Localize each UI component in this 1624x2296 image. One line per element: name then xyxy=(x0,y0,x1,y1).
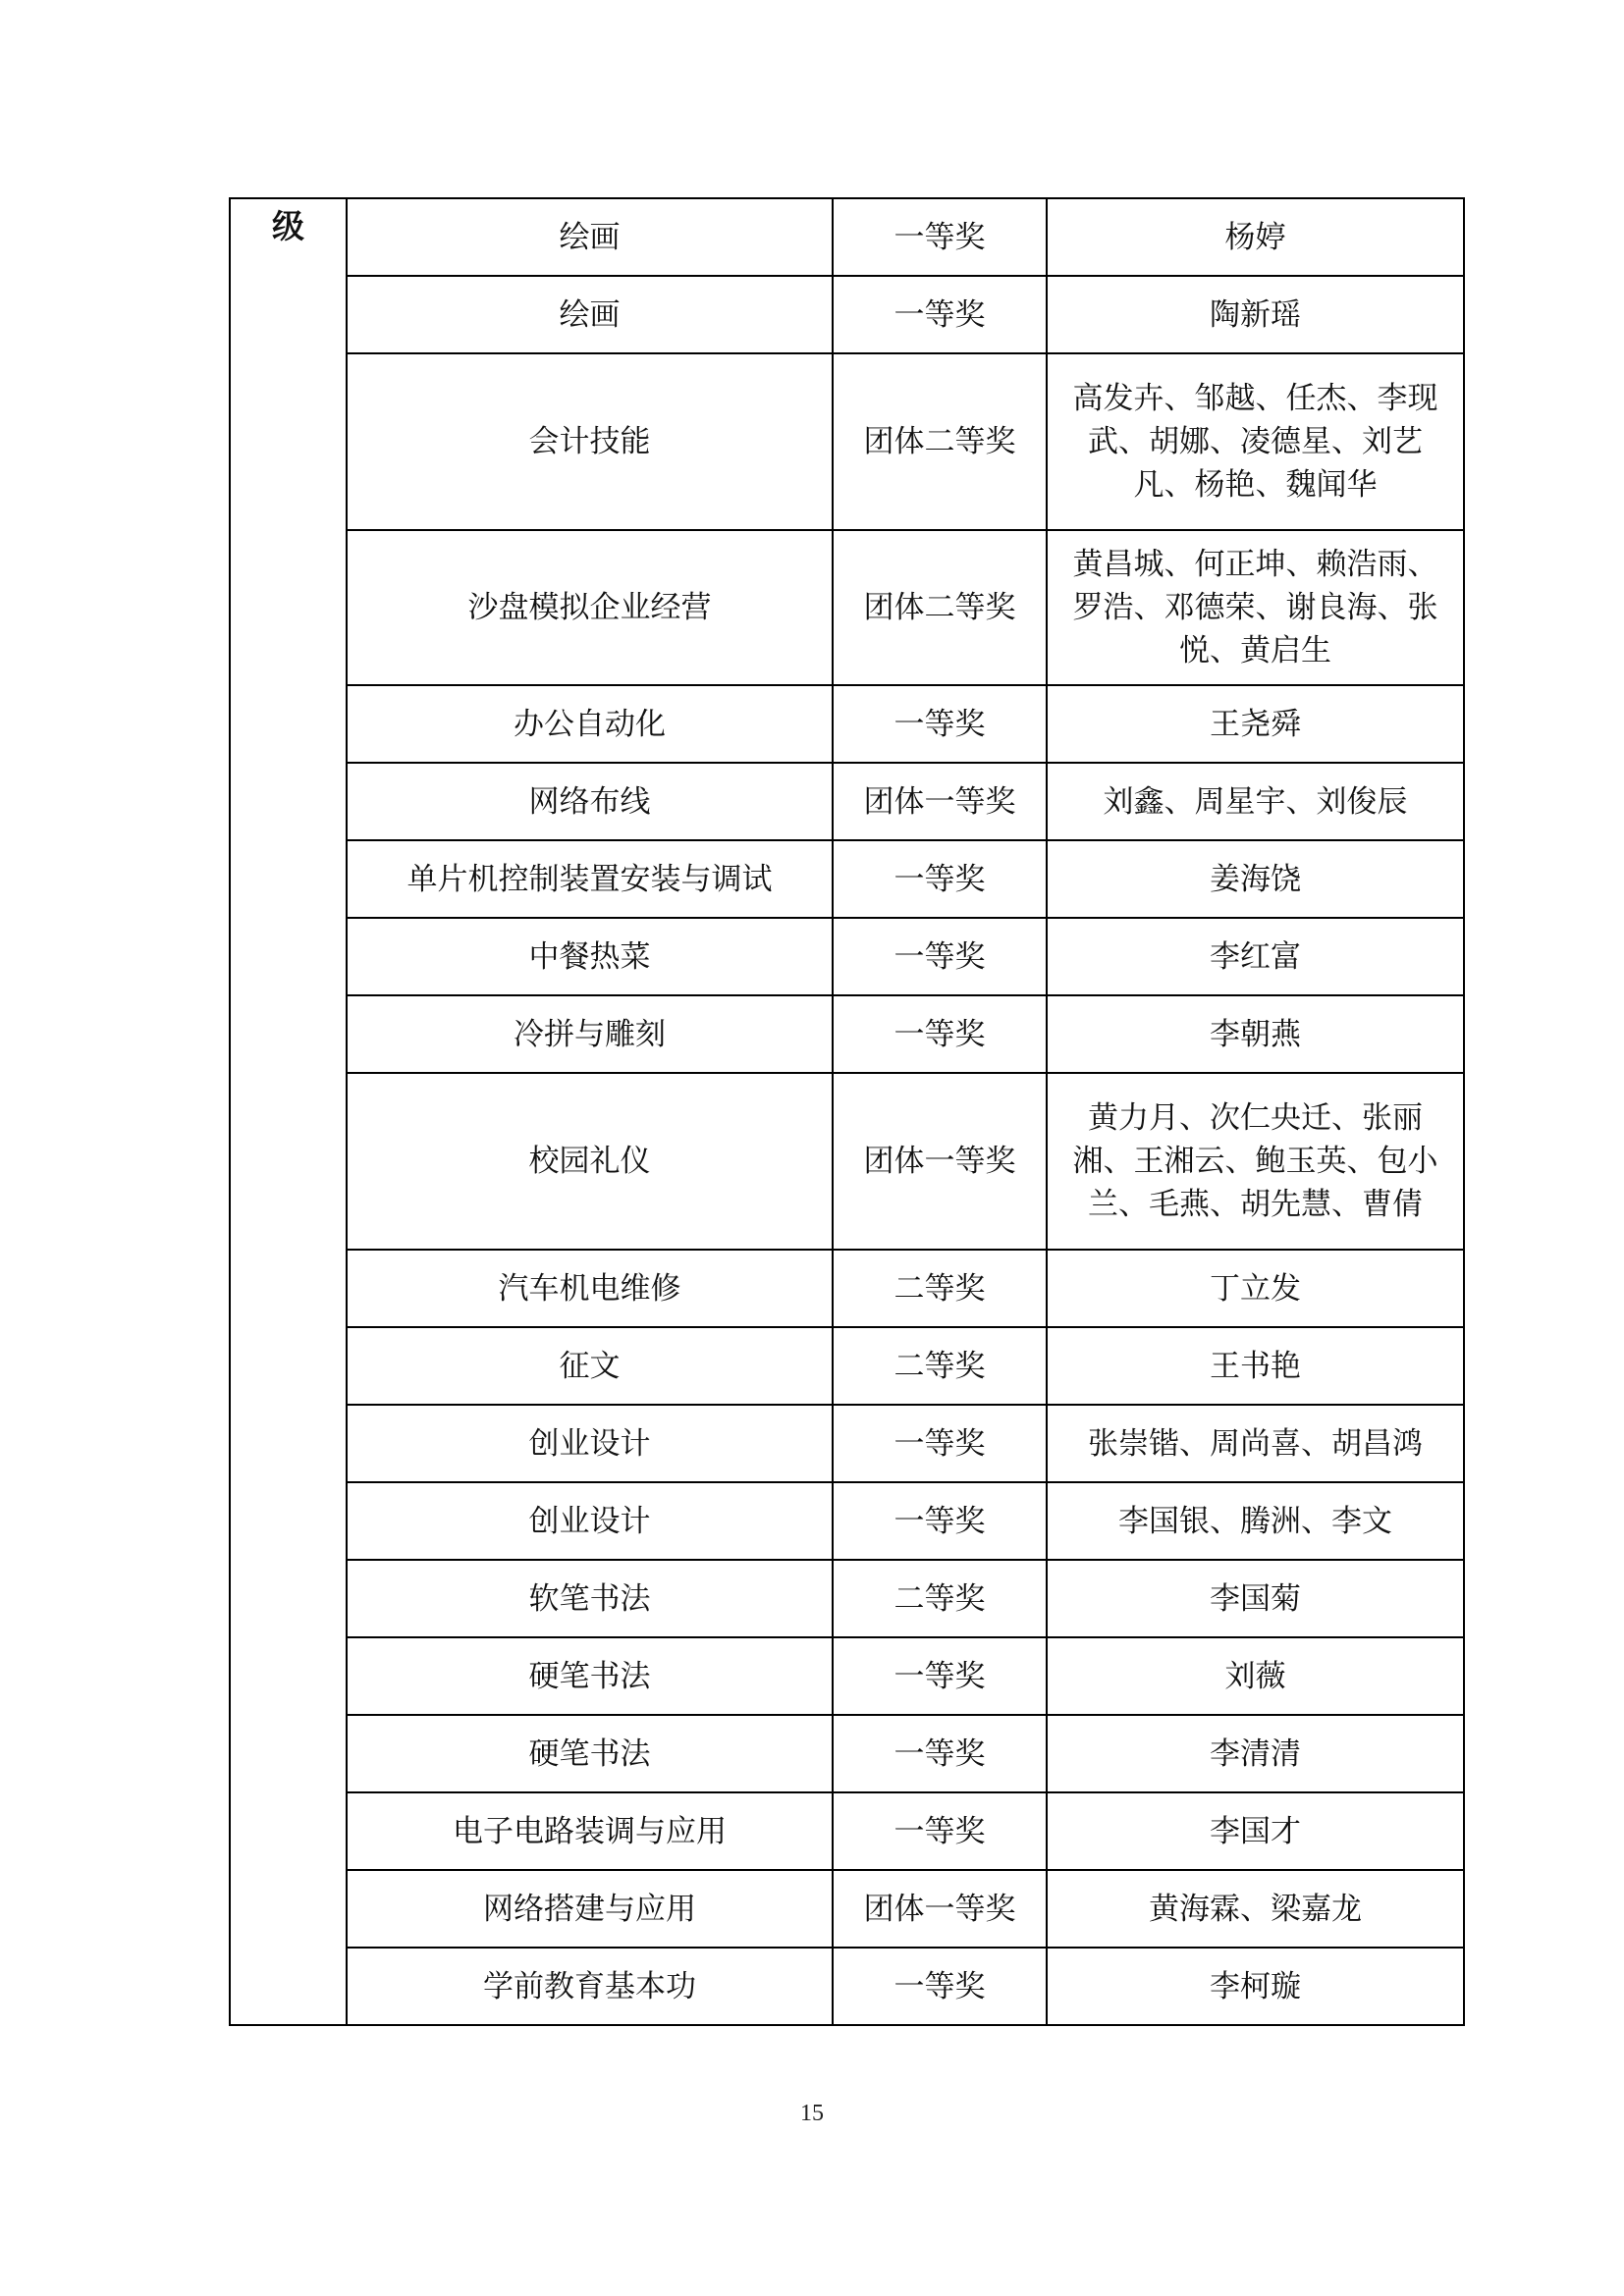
winners-cell: 刘鑫、周星宇、刘俊辰 xyxy=(1047,763,1464,840)
event-cell: 会计技能 xyxy=(347,353,833,530)
winners-cell: 黄昌城、何正坤、赖浩雨、罗浩、邓德荣、谢良海、张悦、黄启生 xyxy=(1047,530,1464,685)
table-row xyxy=(230,1560,1464,1637)
table-row xyxy=(230,1870,1464,1948)
award-cell: 二等奖 xyxy=(833,1250,1047,1327)
event-cell: 汽车机电维修 xyxy=(347,1250,833,1327)
table-row xyxy=(230,1715,1464,1792)
event-cell: 冷拼与雕刻 xyxy=(347,995,833,1073)
award-cell: 一等奖 xyxy=(833,1482,1047,1560)
award-cell: 团体二等奖 xyxy=(833,353,1047,530)
winners-cell: 张崇锴、周尚喜、胡昌鸿 xyxy=(1047,1405,1464,1482)
award-cell: 一等奖 xyxy=(833,918,1047,995)
award-cell: 一等奖 xyxy=(833,1405,1047,1482)
event-cell: 征文 xyxy=(347,1327,833,1405)
table-row xyxy=(230,1405,1464,1482)
table-row xyxy=(230,763,1464,840)
table-row xyxy=(230,840,1464,918)
event-cell: 创业设计 xyxy=(347,1482,833,1560)
table-row xyxy=(230,353,1464,530)
table-row xyxy=(230,1482,1464,1560)
event-cell: 电子电路装调与应用 xyxy=(347,1792,833,1870)
award-cell: 团体一等奖 xyxy=(833,1870,1047,1948)
event-cell: 硬笔书法 xyxy=(347,1715,833,1792)
winners-cell: 王书艳 xyxy=(1047,1327,1464,1405)
winners-cell: 黄力月、次仁央迁、张丽湘、王湘云、鲍玉英、包小兰、毛燕、胡先慧、曹倩 xyxy=(1047,1073,1464,1250)
award-cell: 一等奖 xyxy=(833,1637,1047,1715)
award-cell: 一等奖 xyxy=(833,1715,1047,1792)
event-cell: 绘画 xyxy=(347,276,833,353)
winners-cell: 李国才 xyxy=(1047,1792,1464,1870)
winners-cell: 高发卉、邹越、任杰、李现武、胡娜、凌德星、刘艺凡、杨艳、魏闻华 xyxy=(1047,353,1464,530)
award-cell: 团体二等奖 xyxy=(833,530,1047,685)
table-row xyxy=(230,1637,1464,1715)
award-cell: 二等奖 xyxy=(833,1560,1047,1637)
table-row xyxy=(230,530,1464,685)
winners-cell: 刘薇 xyxy=(1047,1637,1464,1715)
winners-cell: 杨婷 xyxy=(1047,198,1464,276)
award-cell: 一等奖 xyxy=(833,995,1047,1073)
winners-cell: 陶新瑶 xyxy=(1047,276,1464,353)
award-cell: 一等奖 xyxy=(833,685,1047,763)
event-cell: 中餐热菜 xyxy=(347,918,833,995)
table-row xyxy=(230,1327,1464,1405)
award-cell: 一等奖 xyxy=(833,198,1047,276)
event-cell: 创业设计 xyxy=(347,1405,833,1482)
award-cell: 一等奖 xyxy=(833,1792,1047,1870)
winners-cell: 丁立发 xyxy=(1047,1250,1464,1327)
award-table xyxy=(229,197,1465,2026)
event-cell: 沙盘模拟企业经营 xyxy=(347,530,833,685)
event-cell: 绘画 xyxy=(347,198,833,276)
table-row xyxy=(230,995,1464,1073)
winners-cell: 李柯璇 xyxy=(1047,1948,1464,2025)
event-cell: 网络搭建与应用 xyxy=(347,1870,833,1948)
award-cell: 二等奖 xyxy=(833,1327,1047,1405)
winners-cell: 黄海霖、梁嘉龙 xyxy=(1047,1870,1464,1948)
award-cell: 团体一等奖 xyxy=(833,763,1047,840)
winners-cell: 李朝燕 xyxy=(1047,995,1464,1073)
award-cell: 一等奖 xyxy=(833,276,1047,353)
award-cell: 一等奖 xyxy=(833,1948,1047,2025)
winners-cell: 李国银、腾洲、李文 xyxy=(1047,1482,1464,1560)
table-row xyxy=(230,276,1464,353)
event-cell: 网络布线 xyxy=(347,763,833,840)
event-cell: 校园礼仪 xyxy=(347,1073,833,1250)
winners-cell: 李红富 xyxy=(1047,918,1464,995)
winners-cell: 李清清 xyxy=(1047,1715,1464,1792)
table-row xyxy=(230,1792,1464,1870)
event-cell: 学前教育基本功 xyxy=(347,1948,833,2025)
event-cell: 硬笔书法 xyxy=(347,1637,833,1715)
table-row xyxy=(230,918,1464,995)
table-row xyxy=(230,1250,1464,1327)
winners-cell: 王尧舜 xyxy=(1047,685,1464,763)
page-number: 15 xyxy=(800,2101,824,2126)
table-row xyxy=(230,685,1464,763)
event-cell: 办公自动化 xyxy=(347,685,833,763)
level-cell: 级 xyxy=(230,198,347,2025)
award-cell: 一等奖 xyxy=(833,840,1047,918)
table-row xyxy=(230,1073,1464,1250)
award-cell: 团体一等奖 xyxy=(833,1073,1047,1250)
event-cell: 单片机控制装置安装与调试 xyxy=(347,840,833,918)
winners-cell: 李国菊 xyxy=(1047,1560,1464,1637)
winners-cell: 姜海饶 xyxy=(1047,840,1464,918)
event-cell: 软笔书法 xyxy=(347,1560,833,1637)
table-row xyxy=(230,198,1464,276)
table-row xyxy=(230,1948,1464,2025)
